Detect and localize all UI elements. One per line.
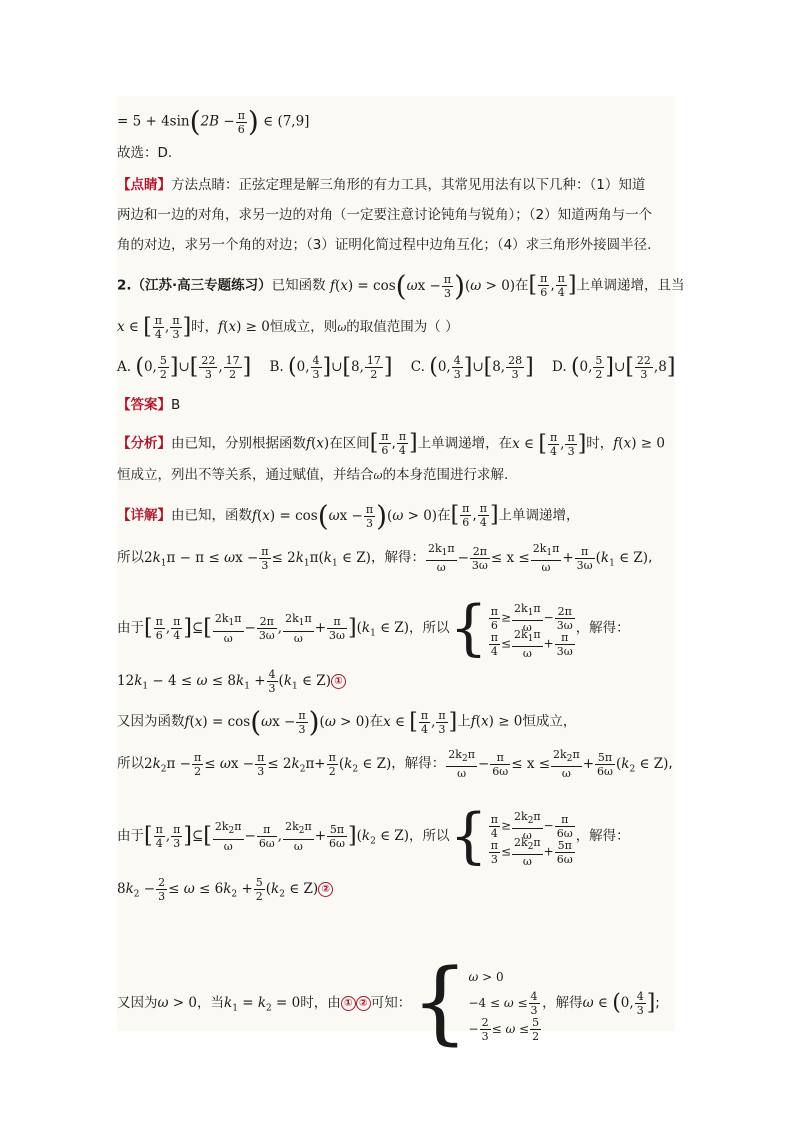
circled-1: ① [331, 674, 346, 689]
option-a[interactable]: A. (0, $\frac{5}{2}$ ]∪[ $\frac{22}{3}$ , $\frac{17}{2}$ ] [117, 354, 252, 381]
comment-line-3: 角的对边，求另一个角的对边；（3）证明化简过程中边角互化；（4）求三角形外接圆半径. [117, 237, 652, 253]
question-2-options [117, 354, 675, 381]
answer-line: 【答案】B [117, 397, 181, 413]
comment-line-2: 两边和一边的对角，求另一边的对角（一定要注意讨论钝角与锐角）；（2）知道两角与一个 [117, 207, 653, 223]
option-b[interactable]: B. (0, $\frac{4}{3}$ ]∪[8, $\frac{17}{2}$ ] [269, 354, 393, 381]
fraction: $\frac{\pi}{6}$ [237, 108, 245, 136]
option-c[interactable]: C. (0, $\frac{4}{3}$ ]∪[8, $\frac{28}{3}$ ] [410, 354, 534, 381]
solution-line-5: 所以$2k_2\pi$ − $\frac{\pi}{2}$ ≤ ωx − $\frac{\pi}{3}$ ≤ $2k_2\pi+$ $\frac{\pi}{2}$ ($k_2$ ∈ Z)，解得： $\frac{2k_2\pi}{\omega}$ − $\frac{\pi}{6\omega}$ ≤ x ≤ $\frac{2k_2\pi}{\omega}$ + $\frac{5\pi}{6\omega}$ ($k_2$ ∈ Z), [117, 748, 673, 781]
solution-line-1: 【详解】由已知，函数f(x) = cos(ωx − $\frac{\pi}{3}$ )(ω > 0)在[ $\frac{\pi}{6}$ , $\frac{\pi}{4}$ ]上单调递增， [117, 499, 580, 532]
question-2-stem-cont: x ∈ [ $\frac{\pi}{4}$ , $\frac{\pi}{3}$ ]时，f(x) ≥ 0恒成立，则ω的取值范围为（ ） [117, 314, 459, 341]
solution-line-6: 由于[ $\frac{\pi}{4}$ , $\frac{\pi}{3}$ ]⊆[ $\frac{2k_2\pi}{\omega}$ − $\frac{\pi}{6\omega}$ , $\frac{2k_2\pi}{\omega}$ + $\frac{5\pi}{6\omega}$ ]($k_2$ ∈ Z)，所以{ $\frac{\pi}{4}$ ≥ $\frac{2k_2\pi}{\omega}$ − $\frac{\pi}{6\omega}$ $\frac{\pi}{3}$ ≤ $\frac{2k_2\pi}{\omega}$ + $\frac{5\pi}{6\omega}$ ，解得： [117, 801, 630, 871]
formula-line-1: = 5 + 4sin(2B − $\frac{\pi}{6}$ ) ∈ (7,9] [117, 105, 310, 138]
solution-line-4: 又因为函数f(x) = cos(ωx − $\frac{\pi}{3}$ )(ω > 0)在x ∈ [ $\frac{\pi}{4}$ , $\frac{\pi}{3}$ ]上f(x) ≥ 0恒成立， [117, 705, 577, 738]
analysis-line-2: 恒成立，列出不等关系，通过赋值，并结合ω的本身范围进行求解. [117, 467, 509, 483]
comment-tag: 【点睛】 [117, 177, 171, 193]
solution-result-1: $12k_1 - 4 \le \omega \le 8k_1$ + $\frac{4}{3}$ ($k_1$ ∈ Z) ① [117, 668, 675, 696]
solution-line-3: 由于[ $\frac{\pi}{6}$ , $\frac{\pi}{4}$ ]⊆[ $\frac{2k_1\pi}{\omega}$ − $\frac{2\pi}{3\omega}$ , $\frac{2k_1\pi}{\omega}$ + $\frac{\pi}{3\omega}$ ]($k_1$ ∈ Z)，所以{ $\frac{\pi}{6}$ ≥ $\frac{2k_1\pi}{\omega}$ − $\frac{2\pi}{3\omega}$ $\frac{\pi}{4}$ ≤ $\frac{2k_1\pi}{\omega}$ + $\frac{\pi}{3\omega}$ ，解得： [117, 593, 630, 663]
solution-result-2: $8k_2$ − $\frac{2}{3}$ ≤ $\omega \le 6k_2$ + $\frac{5}{2}$ ($k_2$ ∈ Z) ② [117, 876, 675, 904]
answer-choice-line: 故选：D. [117, 145, 173, 161]
circled-2: ② [318, 882, 333, 897]
comment-line-1: 【点睛】方法点睛：正弦定理是解三角形的有力工具，其常见用法有以下几种：（1）知道 [117, 177, 646, 193]
solution-line-2: 所以$2k_1\pi - \pi \le \omega x$ − $\frac{\pi}{3}$ ≤ $2k_1\pi(k_1$ ∈ Z)，解得： $\frac{2k_1\pi}{\omega}$ − $\frac{2\pi}{3\omega}$ ≤ x ≤ $\frac{2k_1\pi}{\omega}$ + $\frac{\pi}{3\omega}$ ($k_1$ ∈ Z), [117, 542, 653, 575]
solution-final: 又因为ω > 0，当$k_1 = k_2 = 0$时，由 ① ② 可知：{ ω > 0 −4 ≤ ω ≤ $\frac{4}{3}$ − $\frac{2}{3}$ ≤ ω ≤ $\frac{5}{2}$ ，解得ω ∈ (0, $\frac{4}{3}$ ]; [117, 950, 660, 1055]
analysis-line-1: 【分析】由已知，分别根据函数f(x)在区间[ $\frac{\pi}{6}$ , $\frac{\pi}{4}$ ]上单调递增，在x ∈ [ $\frac{\pi}{4}$ , $\frac{\pi}{3}$ ]时，f(x) ≥ 0 [117, 430, 665, 458]
option-d[interactable]: D. (0, $\frac{5}{2}$ ]∪[ $\frac{22}{3}$ ,8] [552, 354, 676, 381]
question-2-stem: 2.（江苏·高三专题练习）已知函数 f(x) = cos(ωx − $\frac{\pi}{3}$ )(ω > 0)在[ $\frac{\pi}{6}$ , $\frac{\pi}{4}$ ]上单调递增，且当 [117, 269, 685, 302]
document-page [117, 96, 685, 1055]
